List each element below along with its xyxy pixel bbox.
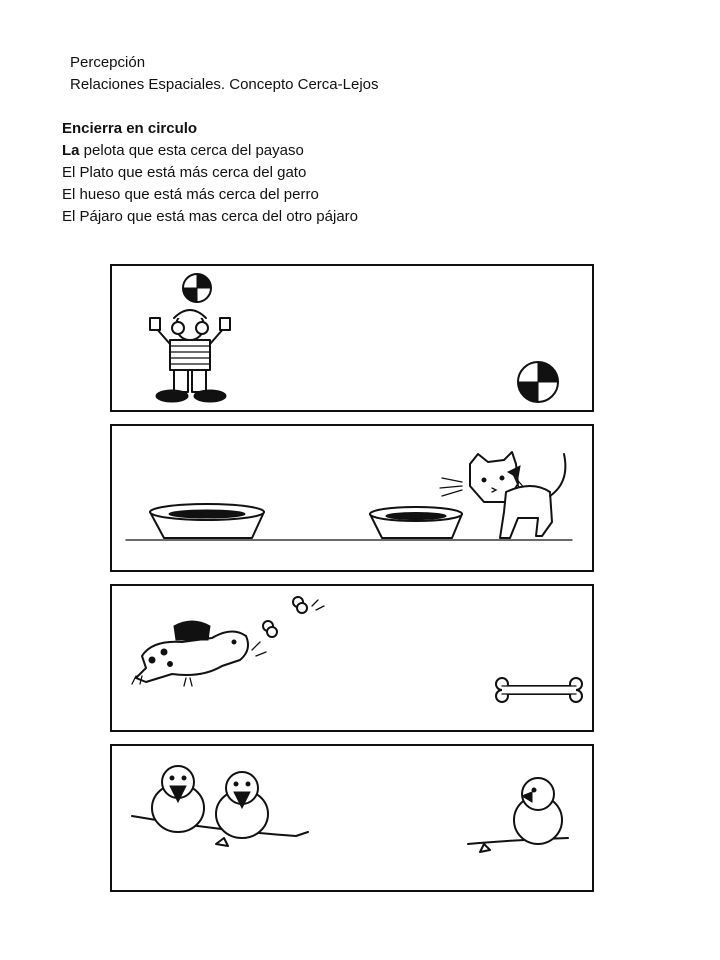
cat-figure: [440, 452, 565, 538]
instructions: [62, 118, 358, 228]
clown-scene: [112, 266, 592, 410]
bird-far[interactable]: [514, 778, 562, 844]
bone-near-dog[interactable]: [263, 597, 324, 637]
ball-far-from-clown[interactable]: [518, 362, 558, 402]
clown-figure: [150, 310, 230, 402]
cat-scene: [112, 426, 592, 570]
plate-near-cat[interactable]: [370, 507, 462, 538]
subject-title: Percepción: [70, 54, 146, 71]
instruction-item-1: La pelota que esta cerca del payaso: [62, 142, 304, 159]
panel-birds: [110, 744, 594, 892]
instruction-item-4: El Pájaro que está mas cerca del otro pájaro: [62, 208, 358, 225]
panel-cat: [110, 424, 594, 572]
plate-far-from-cat[interactable]: [150, 504, 264, 538]
worksheet-header: [70, 52, 379, 96]
bird-middle[interactable]: [216, 772, 268, 838]
bone-far-from-dog[interactable]: [496, 678, 582, 702]
instruction-item-3: El hueso que está más cerca del perro: [62, 186, 319, 203]
topic-title: Relaciones Espaciales. Concepto Cerca-Lejos: [70, 76, 379, 93]
panel-clown: [110, 264, 594, 412]
instruction-item-2: El Plato que está más cerca del gato: [62, 164, 307, 181]
dog-figure: [132, 621, 266, 686]
instructions-title: Encierra en circulo: [62, 120, 198, 137]
panel-dog: [110, 584, 594, 732]
birds-scene: [112, 746, 592, 890]
ball-near-clown[interactable]: [183, 274, 211, 302]
dog-scene: [112, 586, 592, 730]
bird-left[interactable]: [152, 766, 204, 832]
